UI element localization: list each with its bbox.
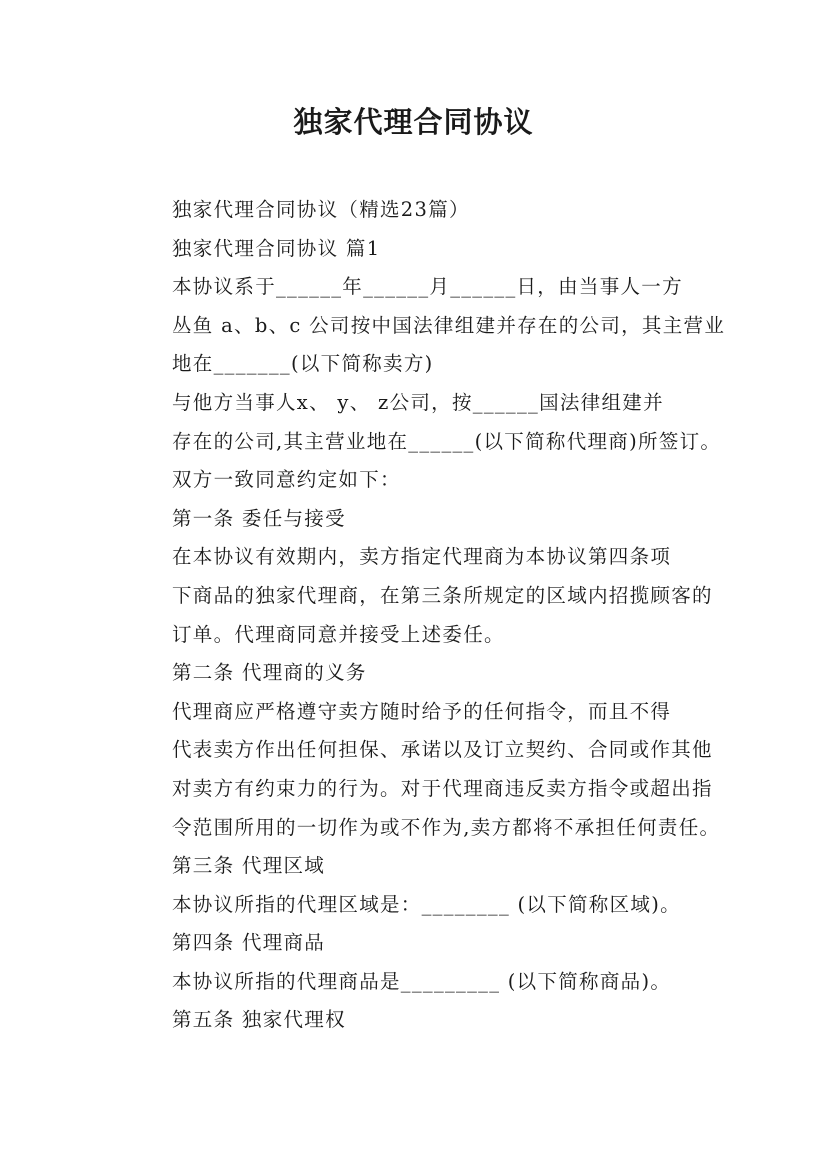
text-line: 订单。代理商同意并接受上述委任。 [172,622,505,646]
text-line: 代表卖方作出任何担保、承诺以及订立契约、合同或作其他 [172,738,713,762]
article-body-3 [126,886,716,925]
text-line: 独家代理合同协议（精选23篇） [172,198,470,221]
article-heading-4 [126,924,716,963]
article-body-2 [126,693,721,847]
article-body-1 [126,538,716,654]
article-heading-3 [126,847,716,886]
article-heading-2 [126,654,716,693]
text-line: 第二条 代理商的义务 [172,661,367,685]
text-line: 下商品的独家代理商，在第三条所规定的区域内招揽顾客的 [172,583,713,607]
article-heading-1 [126,500,716,539]
text-line: 令范围所用的一切作为或不作为,卖方都将不承担任何责任。 [172,815,721,839]
text-line: 在本协议有效期内，卖方指定代理商为本协议第四条项 [172,545,672,569]
paragraph-section-heading [126,230,716,269]
document-title: 独家代理合同协议 [293,105,534,139]
text-line: 本协议所指的代理商品是_________ (以下简称商品)。 [172,969,672,993]
text-line: 第一条 委任与接受 [172,506,346,530]
text-line: 本协议所指的代理区域是：________ (以下简称区域)。 [172,892,681,916]
text-line: 代理商应严格遵守卖方随时给予的任何指令，而且不得 [172,699,672,723]
paragraph-agreement-date [126,268,726,384]
text-line: 第三条 代理区域 [172,854,326,878]
text-line: 双方一致同意约定如下： [172,468,401,492]
paragraph-other-party [126,384,722,461]
text-line: 第四条 代理商品 [172,931,326,955]
text-line: 丛鱼 a、b、c 公司按中国法律组建并存在的公司，其主营业 [172,313,726,337]
paragraph-agreement-intro [126,461,716,500]
paragraph-subtitle [126,191,716,230]
text-line: 第五条 独家代理权 [172,1008,346,1032]
text-line: 对卖方有约束力的行为。对于代理商违反卖方指令或超出指 [172,776,713,800]
text-line: 与他方当事人x、 y、 z公司，按______国法律组建并 [172,390,664,414]
article-body-4 [126,963,716,1002]
text-line: 独家代理合同协议 篇1 [172,236,381,260]
text-line: 存在的公司,其主营业地在______(以下简称代理商)所签订。 [172,429,722,453]
text-line: 本协议系于______年______月______日，由当事人一方 [172,275,683,299]
document-body [126,191,726,1040]
article-heading-5 [126,1001,716,1040]
text-line: 地在_______(以下简称卖方) [172,352,434,376]
